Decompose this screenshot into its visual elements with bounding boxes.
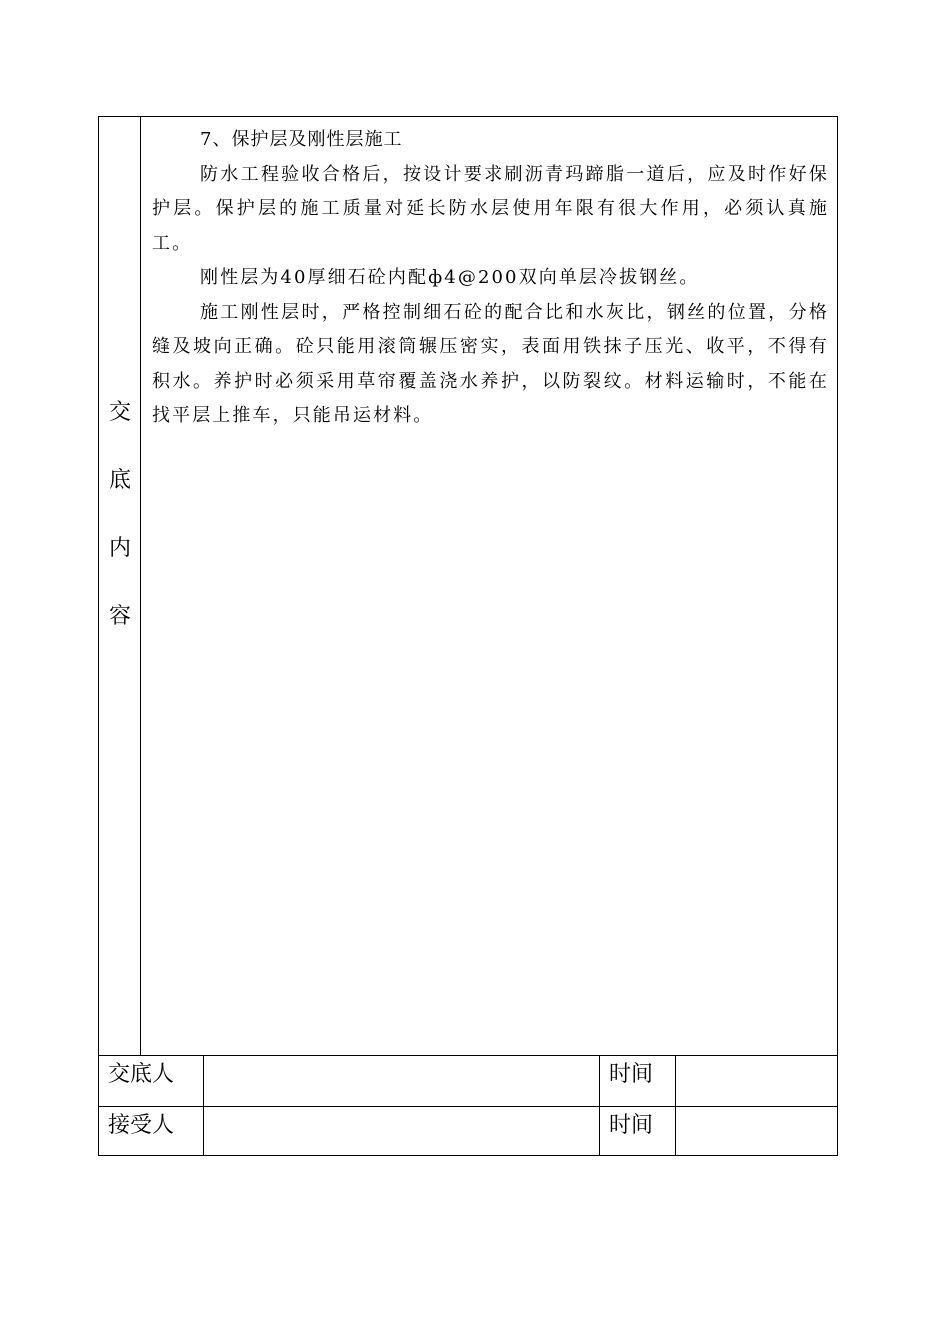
receiver-time-field[interactable]: [676, 1107, 837, 1156]
side-label-char: 交: [108, 400, 131, 425]
side-label-char: 底: [108, 468, 131, 493]
receiver-label: 接受人: [99, 1107, 204, 1156]
discloser-time-field[interactable]: [676, 1056, 837, 1106]
section-heading: 7、保护层及刚性层施工: [200, 129, 403, 150]
content-cell: [141, 117, 837, 1055]
discloser-label: 交底人: [99, 1056, 204, 1106]
discloser-row: [99, 1055, 837, 1106]
side-label-char: 内: [108, 536, 131, 561]
discloser-time-label: 时间: [600, 1056, 676, 1106]
receiver-row: [99, 1106, 837, 1156]
side-label-char: 容: [108, 604, 131, 629]
content-paragraph: 防水工程验收合格后，按设计要求刷沥青玛蹄脂一道后，应及时作好保护层。保护层的施工质量对延长防水层使用年限有很大作用，必须认真施工。: [152, 163, 829, 254]
receiver-field[interactable]: [204, 1107, 600, 1156]
content-paragraph: 刚性层为40厚细石砼内配ф4@200双向单层冷拔钢丝。: [200, 267, 700, 288]
disclosure-form-table: [98, 116, 838, 1156]
discloser-field[interactable]: [204, 1056, 600, 1106]
side-label-cell: [99, 117, 141, 1055]
side-label: [99, 402, 141, 674]
receiver-time-label: 时间: [600, 1107, 676, 1156]
content-paragraph: 施工刚性层时，严格控制细石砼的配合比和水灰比，钢丝的位置，分格缝及坡向正确。砼只能用滚筒辗压密实，表面用铁抹子压光、收平，不得有积水。养护时必须采用草帘覆盖浇水养护，以防裂纹。材料运输时，不能在找平层上推车，只能吊运材料。: [152, 301, 829, 426]
